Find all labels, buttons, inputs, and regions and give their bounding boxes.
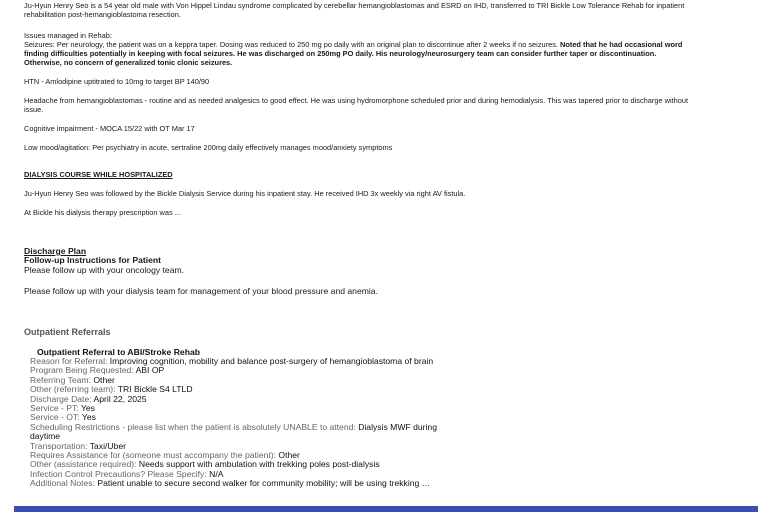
referral-row-value: Improving cognition, mobility and balance post-surgery of hemangioblastoma of brain bbox=[109, 356, 434, 366]
referral-block bbox=[30, 347, 750, 489]
referral-row-value: Other bbox=[93, 374, 115, 385]
referral-row-value: Patient unable to secure second walker for community mobility; will be using trekking … bbox=[97, 478, 431, 489]
referral-row-label: Other (assistance required): bbox=[30, 459, 139, 470]
referral-row-value: TRI Bickle S4 LTLD bbox=[117, 384, 193, 395]
referral-row bbox=[30, 479, 750, 488]
intro-line-2: rehabilitation post-hemangioblastoma resection. bbox=[24, 10, 181, 19]
dialysis-heading: DIALYSIS COURSE WHILE HOSPITALIZED bbox=[24, 170, 173, 179]
outpatient-referrals-heading: Outpatient Referrals bbox=[24, 327, 111, 337]
referral-row-value: Other bbox=[278, 450, 300, 461]
referral-row-value: Dialysis MWF during bbox=[358, 421, 437, 432]
referral-title: Outpatient Referral to ABI/Stroke Rehab bbox=[37, 347, 200, 357]
cognitive-line: Cognitive impairment - MOCA 15/22 with OT Mar 17 bbox=[24, 124, 195, 133]
seizures-line-3: Otherwise, no concern of generalized tonic clonic seizures. bbox=[24, 58, 233, 67]
htn-line: HTN - Amlodipine uptitrated to 10mg to target BP 140/90 bbox=[24, 77, 210, 86]
referral-row bbox=[30, 366, 750, 375]
referral-row-label: Scheduling Restrictions - please list when the patient is absolutely UNABLE to attend: bbox=[30, 421, 359, 432]
referral-row bbox=[30, 432, 750, 441]
bottom-accent-bar bbox=[14, 506, 758, 512]
referral-row-label: Discharge Date: bbox=[30, 393, 94, 404]
referral-row-label: Program Being Requested: bbox=[30, 365, 136, 376]
referral-row-label: Referring Team: bbox=[30, 374, 94, 385]
referral-row-value: daytime bbox=[30, 431, 61, 442]
issues-heading: Issues managed in Rehab: bbox=[24, 31, 112, 40]
followup-dialysis: Please follow up with your dialysis team for management of your blood pressure and anemia. bbox=[24, 286, 378, 296]
headache-line-2: issue. bbox=[24, 105, 44, 114]
referral-row-value: Needs support with ambulation with trekking poles post-dialysis bbox=[138, 459, 380, 470]
referral-row bbox=[30, 395, 750, 404]
referral-row-value: N/A bbox=[209, 468, 224, 479]
referral-row-label: Transportation: bbox=[30, 440, 90, 451]
followup-heading: Follow-up Instructions for Patient bbox=[24, 255, 162, 266]
seizures-line-1-a: Seizures: Per neurology, the patient was on a keppra taper. Dosing was reduced to 250 mg po daily with an original plan to discontinue after 2 weeks if no seizures. bbox=[24, 40, 560, 49]
referral-row bbox=[30, 423, 750, 432]
referral-row-label: Infection Control Precautions? Please Specify: bbox=[30, 468, 210, 479]
dialysis-text: Ju-Hyun Henry Seo was followed by the Bickle Dialysis Service during his inpatient stay. He received IHD 3x weekly via right AV fistula. bbox=[24, 189, 466, 198]
referral-row-value: Yes bbox=[80, 403, 95, 414]
referral-row-label: Service - OT: bbox=[30, 412, 82, 423]
referral-row-label: Additional Notes: bbox=[30, 478, 98, 489]
referral-row-label: Service - PT: bbox=[30, 403, 81, 414]
referral-rows bbox=[30, 357, 750, 489]
discharge-plan-heading: Discharge Plan bbox=[24, 246, 87, 256]
referral-row-label: Other (referring team): bbox=[30, 384, 118, 395]
referral-row-value: Taxi/Uber bbox=[89, 440, 127, 451]
discharge-plan-section bbox=[24, 247, 744, 275]
seizures-line-1-b: Noted that he had occasional word bbox=[560, 40, 683, 49]
referral-row-label: Reason for Referral: bbox=[30, 356, 110, 366]
seizures-line-1 bbox=[24, 40, 682, 49]
followup-oncology: Please follow up with your oncology team. bbox=[24, 264, 185, 275]
dialysis-rx: At Bickle his dialysis therapy prescription was ... bbox=[24, 208, 181, 217]
referral-row-value: Yes bbox=[81, 412, 96, 423]
referral-row-value: ABI OP bbox=[135, 365, 165, 376]
referral-row-label: Requires Assistance for (someone must accompany the patient): bbox=[30, 450, 279, 461]
referral-row bbox=[30, 404, 750, 413]
referral-row-value: April 22, 2025 bbox=[93, 393, 147, 404]
seizures-line-2: finding difficulties potentially in keeping with focal seizures. He was discharged on 250mg PO daily. His neurology/neurosurgery team can consider further taper or discontinuation. bbox=[24, 49, 657, 58]
mood-line: Low mood/agitation: Per psychiatry in acute, sertraline 200mg daily effectively manages mood/anxiety symptoms bbox=[24, 143, 393, 152]
intro-line-1: Ju-Hyun Henry Seo is a 54 year old male with Von Hippel Lindau syndrome complicated by cerebellar hemangioblastomas and ESRD on IHD, transferred to TRI Bickle Low Tolerance Rehab for inpatient bbox=[24, 1, 685, 10]
headache-line-1: Headache from hemangioblastomas - routine and as needed analgesics to good effect. He was using hydromorphone scheduled prior and during hemodialysis. This was tapered prior to discharge without bbox=[24, 96, 689, 105]
